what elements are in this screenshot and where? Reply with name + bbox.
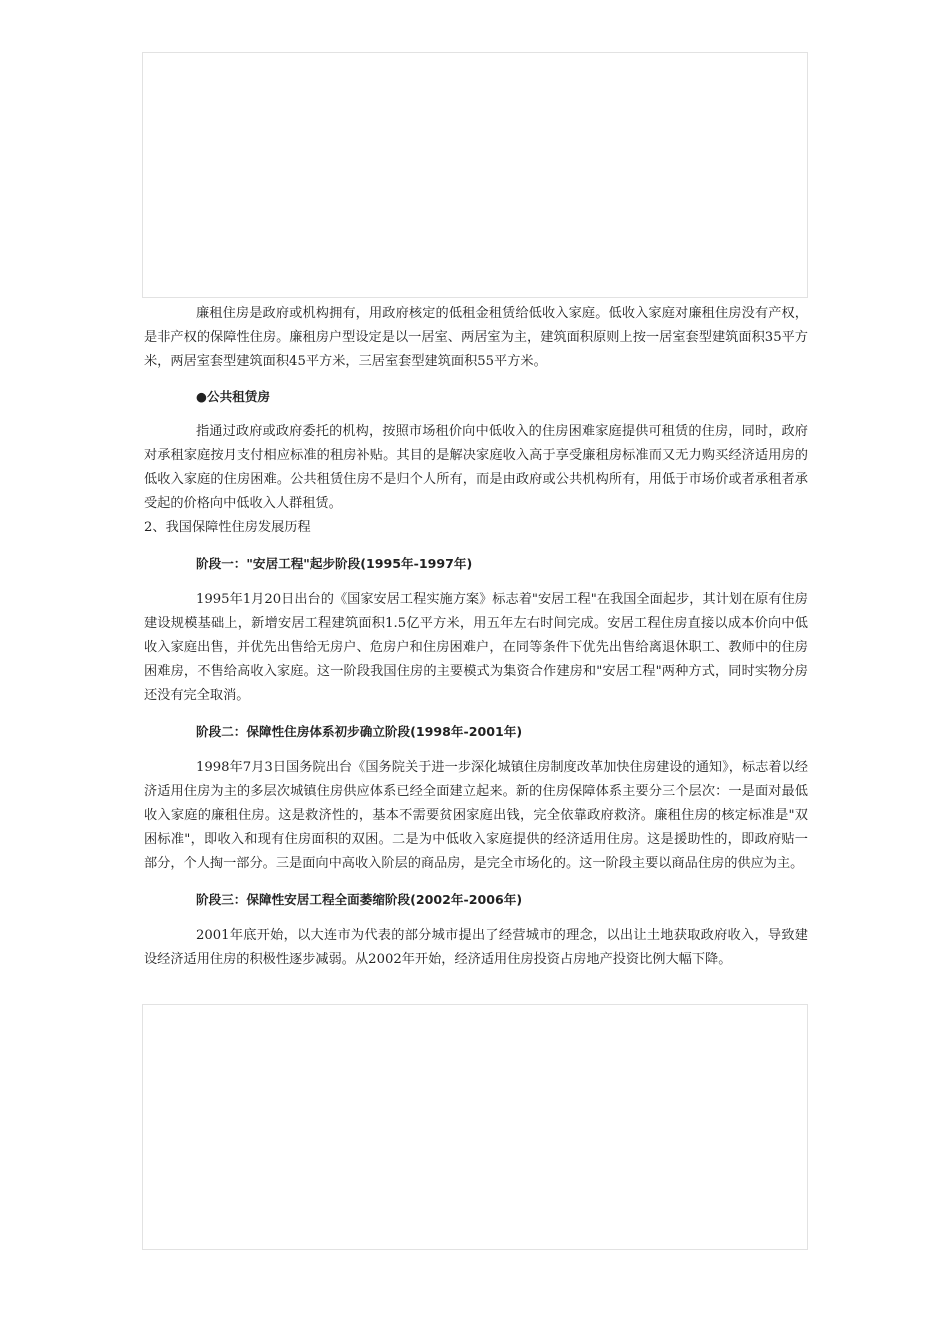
figure-placeholder-top — [142, 52, 808, 298]
paragraph-stage-three: 2001年底开始，以大连市为代表的部分城市提出了经营城市的理念，以出让土地获取政府收入，导致建设经济适用住房的积极性逐步减弱。从2002年开始，经济适用住房投资占房地产投资比例大幅下降。 — [144, 928, 808, 967]
heading-public-rental-housing: ●公共租赁房 — [196, 389, 270, 404]
heading-stage-two: 阶段二：保障性住房体系初步确立阶段(1998年-2001年) — [196, 724, 523, 739]
paragraph-stage-two: 1998年7月3日国务院出台《国务院关于进一步深化城镇住房制度改革加快住房建设的通知》，标志着以经济适用住房为主的多层次城镇住房供应体系已经全面建立起来。新的住房保障体系主要分三个层次：一是面对最低收入家庭的廉租住房。这是救济性的，基本不需要贫困家庭出钱，完全依靠政府救济。廉租住房的核定标准是"双困标准"，即收入和现有住房面积的双困。二是为中低收入家庭提供的经济适用住房。这是援助性的，即政府贴一部分，个人掏一部分。三是面向中高收入阶层的商品房，是完全市场化的。这一阶段主要以商品住房的供应为主。 — [144, 760, 808, 871]
paragraph-low-rent-housing: 廉租住房是政府或机构拥有，用政府核定的低租金租赁给低收入家庭。低收入家庭对廉租住房没有产权，是非产权的保障性住房。廉租房户型设定是以一居室、两居室为主，建筑面积原则上按一居室套型建筑面积35平方米，两居室套型建筑面积45平方米，三居室套型建筑面积55平方米。 — [144, 306, 808, 369]
heading-stage-three: 阶段三：保障性安居工程全面萎缩阶段(2002年-2006年) — [196, 892, 523, 907]
paragraph-stage-one: 1995年1月20日出台的《国家安居工程实施方案》标志着"安居工程"在我国全面起步，其计划在原有住房建设规模基础上，新增安居工程建筑面积1.5亿平方米，用五年左右时间完成。安居工程住房直接以成本价向中低收入家庭出售，并优先出售给无房户、危房户和住房困难户，在同等条件下优先出售给离退休职工、教师中的住房困难房，不售给高收入家庭。这一阶段我国住房的主要模式为集资合作建房和"安居工程"两种方式，同时实物分房还没有完全取消。 — [144, 592, 808, 703]
heading-stage-one: 阶段一："安居工程"起步阶段(1995年-1997年) — [196, 556, 473, 571]
figure-placeholder-bottom — [142, 1004, 808, 1250]
document-body — [144, 302, 808, 972]
section-heading-development-history: 2、我国保障性住房发展历程 — [144, 520, 311, 535]
paragraph-public-rental-housing: 指通过政府或政府委托的机构，按照市场租价向中低收入的住房困难家庭提供可租赁的住房，同时，政府对承租家庭按月支付相应标准的租房补贴。其目的是解决家庭收入高于享受廉租房标准而又无力购买经济适用房的低收入家庭的住房困难。公共租赁住房不是归个人所有，而是由政府或公共机构所有，用低于市场价或者承租者承受起的价格向中低收入人群租赁。 — [144, 424, 808, 511]
